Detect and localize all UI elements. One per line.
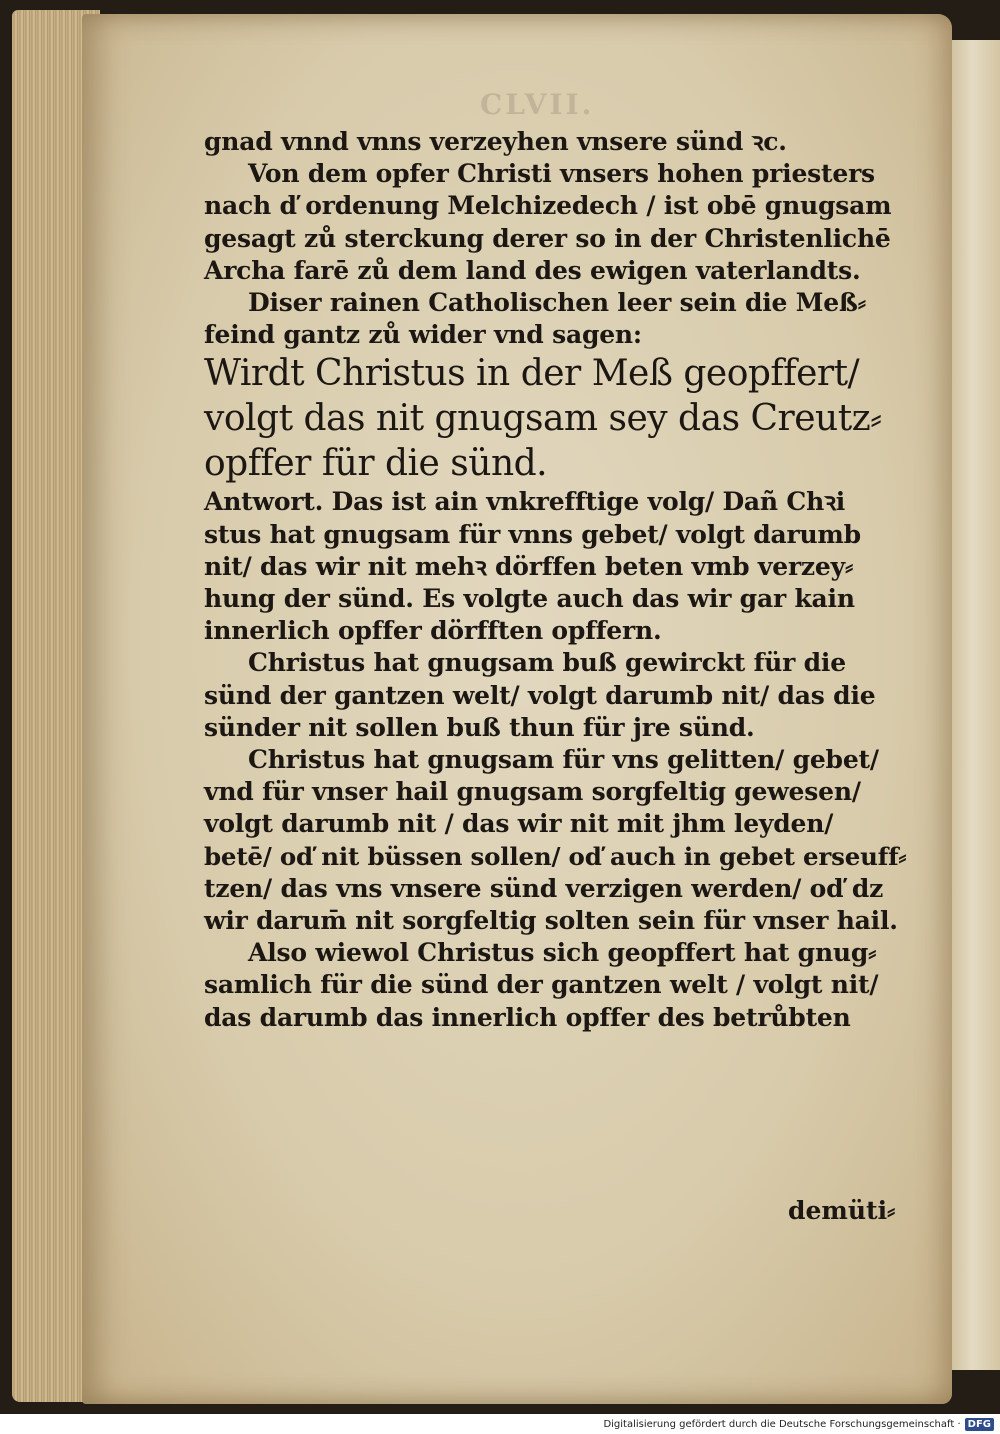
digitization-footer	[0, 1414, 1000, 1434]
text-line: Von dem opfer Christi vnsers hohen priesters	[248, 159, 875, 189]
text-line: Christus hat gnugsam für vns gelitten/ gebet/	[248, 745, 879, 775]
text-line: Also wiewol Christus sich geopffert hat gnug⸗	[248, 938, 877, 968]
text-line: innerlich opffer dörfften opffern.	[204, 616, 662, 646]
catchword: demüti⸗	[788, 1196, 896, 1225]
text-line: sünd der gantzen welt/ volgt darumb nit/ das die	[204, 680, 876, 710]
text-line: Archa farē zů dem land des ewigen vaterlandts.	[204, 255, 861, 285]
text-line: nach ď ordenung Melchizedech / ist obē gnugsam	[204, 191, 892, 221]
text-line: vnd für vnser hail gnugsam sorgfeltig gewesen/	[204, 777, 861, 807]
text-line: das darumb das innerlich opffer des betrůbten	[204, 1002, 851, 1032]
text-line: gnad vnnd vnns verzeyhen vnsere sünd ꝛc.	[204, 127, 787, 156]
quoted-objection-line: opffer für die sünd.	[204, 443, 548, 485]
footer-credit: Digitalisierung gefördert durch die Deutsche Forschungsgemeinschaft ·	[603, 1418, 961, 1430]
text-line: wir darum̄ nit sorgfeltig solten sein für vnser hail.	[204, 906, 898, 936]
text-line: betē/ oď nit büssen sollen/ oď auch in gebet erseuff⸗	[204, 841, 907, 871]
text-line: stus hat gnugsam für vnns gebet/ volgt darumb	[204, 519, 861, 549]
text-line: gesagt zů sterckung derer so in der Christenlichē	[204, 223, 891, 253]
page-text	[204, 126, 914, 1034]
text-line: Christus hat gnugsam buß gewirckt für die	[248, 648, 846, 678]
quoted-objection-line: Wirdt Christus in der Meß geopffert/	[204, 353, 860, 395]
bleed-through-folio: CLVII.	[480, 88, 595, 121]
text-line: tzen/ das vns vnsere sünd verzigen werden/ oď dz	[204, 873, 884, 903]
text-line: volgt darumb nit / das wir nit mit jhm leyden/	[204, 809, 834, 839]
dfg-logo-icon: DFG	[965, 1418, 994, 1431]
text-line: hung der sünd. Es volgte auch das wir gar kain	[204, 584, 855, 614]
text-line: samlich für die sünd der gantzen welt / volgt nit/	[204, 970, 879, 1000]
text-line: Antwort. Das ist ain vnkrefftige volg/ Dañ Chꝛi	[204, 487, 846, 517]
text-line: nit/ das wir nit mehꝛ dörffen beten vmb verzey⸗	[204, 551, 854, 581]
text-line: Diser rainen Catholischen leer sein die Meß⸗	[248, 288, 866, 318]
text-line: feind gantz zů wider vnd sagen:	[204, 320, 642, 350]
quoted-objection-line: volgt das nit gnugsam sey das Creutz⸗	[204, 398, 882, 440]
text-line: sünder nit sollen buß thun für jre sünd.	[204, 712, 755, 742]
